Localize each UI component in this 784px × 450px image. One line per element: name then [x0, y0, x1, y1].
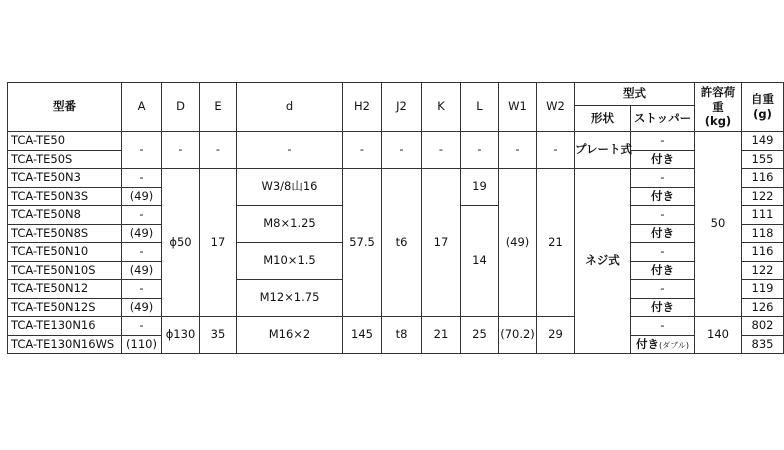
header-weight-unit: (g): [753, 107, 772, 121]
cell-weight: 126: [742, 298, 784, 317]
spec-table-container: [7, 82, 784, 354]
cell-stopper: 付き: [631, 150, 695, 169]
cell-d-lower: W3/8山16: [237, 169, 343, 206]
cell-w1: (70.2): [499, 317, 537, 354]
cell-h2: -: [343, 132, 382, 169]
cell-d-lower: M16×2: [237, 317, 343, 354]
header-model: 型番: [8, 83, 122, 132]
cell-stopper: -: [631, 132, 695, 151]
cell-stopper: -: [631, 169, 695, 188]
cell-l: 14: [461, 206, 499, 317]
cell-weight: 122: [742, 187, 784, 206]
cell-allowable-load: 140: [695, 317, 742, 354]
cell-weight: 119: [742, 280, 784, 299]
cell-model: TCA-TE50N10S: [8, 261, 122, 280]
cell-model: TCA-TE50: [8, 132, 122, 151]
cell-model: TCA-TE50N8: [8, 206, 122, 225]
cell-weight: 116: [742, 243, 784, 262]
cell-a: -: [122, 317, 162, 336]
cell-shape: ネジ式: [575, 169, 631, 354]
cell-h2: 57.5: [343, 169, 382, 317]
cell-w2: -: [537, 132, 575, 169]
header-l: L: [461, 83, 499, 132]
table-row: [8, 317, 784, 336]
cell-weight: 116: [742, 169, 784, 188]
cell-model: TCA-TE50S: [8, 150, 122, 169]
cell-weight: 802: [742, 317, 784, 336]
cell-stopper: 付き: [631, 298, 695, 317]
cell-w2: 21: [537, 169, 575, 317]
cell-a: -: [122, 280, 162, 299]
cell-shape: プレート式: [575, 132, 631, 169]
header-w2: W2: [537, 83, 575, 132]
spec-table: [7, 82, 784, 354]
cell-a: (49): [122, 187, 162, 206]
cell-stopper: -: [631, 243, 695, 262]
cell-a: -: [122, 206, 162, 225]
cell-e: -: [200, 132, 237, 169]
cell-stopper: -: [631, 280, 695, 299]
cell-weight: 111: [742, 206, 784, 225]
cell-d-lower: -: [237, 132, 343, 169]
header-allowable-load-line2: 重: [712, 99, 724, 114]
header-allowable-load-line1: 許容荷: [700, 85, 736, 100]
cell-w2: 29: [537, 317, 575, 354]
cell-weight: 122: [742, 261, 784, 280]
table-row: [8, 132, 784, 151]
header-weight: [742, 83, 784, 132]
cell-model: TCA-TE50N3S: [8, 187, 122, 206]
cell-model: TCA-TE50N12S: [8, 298, 122, 317]
cell-model: TCA-TE50N12: [8, 280, 122, 299]
header-stopper: ストッパー: [631, 106, 695, 132]
header-e: E: [200, 83, 237, 132]
cell-d-lower: M12×1.75: [237, 280, 343, 317]
cell-l: 25: [461, 317, 499, 354]
cell-w1: -: [499, 132, 537, 169]
header-allowable-load: [695, 83, 742, 132]
header-row-1: [8, 83, 784, 106]
header-j2: J2: [382, 83, 422, 132]
cell-a: (49): [122, 224, 162, 243]
cell-model: TCA-TE50N8S: [8, 224, 122, 243]
cell-a: -: [122, 169, 162, 188]
header-shape: 形状: [575, 106, 631, 132]
cell-l: 19: [461, 169, 499, 206]
cell-d-upper: ϕ130: [162, 317, 200, 354]
cell-allowable-load: 50: [695, 132, 742, 317]
cell-d-lower: M8×1.25: [237, 206, 343, 243]
cell-stopper: 付き: [631, 187, 695, 206]
cell-weight: 835: [742, 335, 784, 354]
cell-a: (110): [122, 335, 162, 354]
cell-model: TCA-TE50N3: [8, 169, 122, 188]
cell-d-upper: ϕ50: [162, 169, 200, 317]
header-d-upper: D: [162, 83, 200, 132]
cell-stopper: 付き: [631, 224, 695, 243]
cell-j2: -: [382, 132, 422, 169]
cell-h2: 145: [343, 317, 382, 354]
cell-stopper: 付き: [631, 261, 695, 280]
cell-a: -: [122, 243, 162, 262]
header-allowable-load-unit: (kg): [704, 114, 732, 129]
cell-stopper: -: [631, 206, 695, 225]
cell-weight: 155: [742, 150, 784, 169]
cell-a: (49): [122, 298, 162, 317]
header-w1: W1: [499, 83, 537, 132]
cell-e: 35: [200, 317, 237, 354]
cell-stopper: [631, 335, 695, 354]
cell-d-upper: -: [162, 132, 200, 169]
cell-a: -: [122, 132, 162, 169]
cell-weight: 149: [742, 132, 784, 151]
cell-k: 21: [422, 317, 461, 354]
cell-k: 17: [422, 169, 461, 317]
header-type-group: 型式: [575, 83, 695, 106]
header-h2: H2: [343, 83, 382, 132]
stopper-main: 付き: [636, 336, 660, 351]
header-a: A: [122, 83, 162, 132]
cell-e: 17: [200, 169, 237, 317]
cell-a: (49): [122, 261, 162, 280]
header-k: K: [422, 83, 461, 132]
header-weight-line1: 自重: [751, 92, 774, 107]
cell-model: TCA-TE130N16WS: [8, 335, 122, 354]
cell-j2: t8: [382, 317, 422, 354]
cell-model: TCA-TE130N16: [8, 317, 122, 336]
cell-k: -: [422, 132, 461, 169]
cell-d-lower: M10×1.5: [237, 243, 343, 280]
cell-j2: t6: [382, 169, 422, 317]
stopper-note: (ダブル): [659, 340, 689, 350]
table-row: [8, 169, 784, 188]
cell-w1: (49): [499, 169, 537, 317]
cell-stopper: -: [631, 317, 695, 336]
cell-weight: 118: [742, 224, 784, 243]
cell-model: TCA-TE50N10: [8, 243, 122, 262]
cell-l: -: [461, 132, 499, 169]
header-d-lower: d: [237, 83, 343, 132]
